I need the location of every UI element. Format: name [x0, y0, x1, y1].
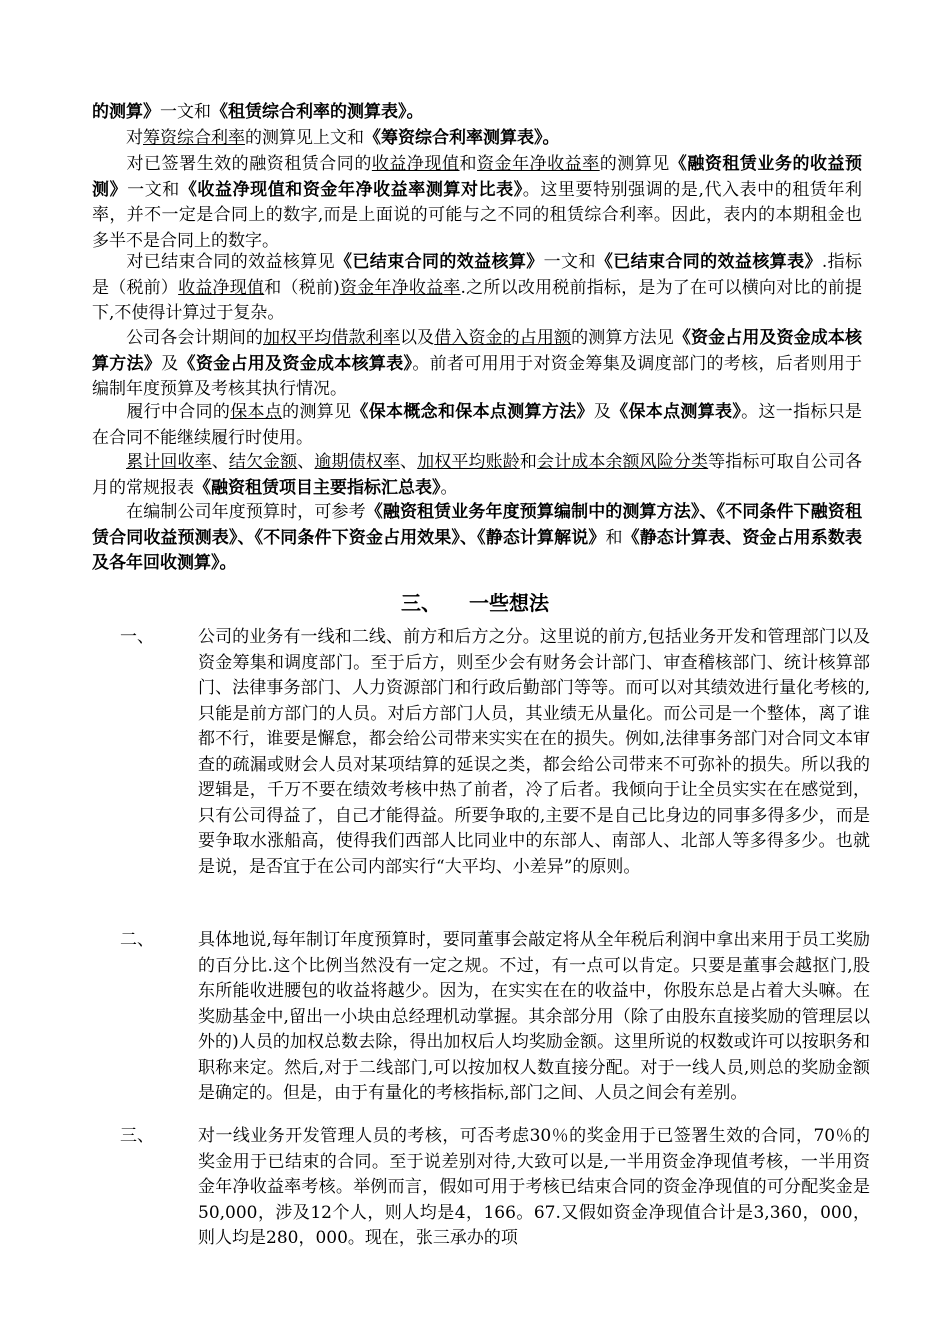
section-title: 一些想法: [469, 591, 549, 615]
paragraph-6: [92, 450, 862, 501]
text-run: 和: [459, 154, 478, 174]
term-underlined: 保本点: [230, 402, 283, 422]
paragraph-2: [92, 152, 862, 254]
doc-title-ref: 《静态计算表、资金占用系数表及各年回收测算》。: [92, 527, 863, 573]
list-item-marker: 二、: [120, 930, 154, 950]
term-underlined: 收益净现值: [178, 277, 265, 298]
doc-title-ref: 《收益净现值和资金年净收益率测算对比表》: [179, 179, 523, 200]
term-underlined: 收益净现值: [371, 154, 460, 174]
text-run: 和（税前): [264, 277, 340, 298]
text-run: 以及: [399, 328, 435, 348]
text-run: 对已签署生效的融资租赁合同的: [126, 154, 372, 174]
term-underlined: 借入资金的占用额: [434, 328, 572, 348]
text-run: 一文和: [543, 252, 596, 272]
text-run: 的测算见: [599, 154, 670, 174]
doc-title-ref: 《资金占用及资金成本核算方法》: [92, 328, 863, 374]
text-run: .之所以改用税前指标，是为了在可以横向对比的前提下,不使得计算过于复杂。: [92, 277, 863, 323]
text-run: 、: [297, 452, 315, 472]
text-run: 及: [593, 402, 612, 422]
paragraph-3: [92, 250, 862, 327]
doc-title-ref: 《已结束合同的效益核算》: [335, 252, 544, 272]
paragraph-7: [92, 500, 862, 577]
doc-title-ref: 《保本点测算表》: [611, 402, 742, 422]
doc-title-ref: 《筹资综合利率测算表》。: [364, 128, 560, 148]
text-run: 公司各会计期间的: [126, 328, 264, 348]
text-run: 。前者可用用于对资金筹集及调度部门的考核，后者则用于编制年度预算及考核其执行情况。: [92, 353, 863, 399]
text-run: 和: [605, 527, 623, 548]
doc-title-ref: 《资金占用及资金成本核算表》: [178, 353, 413, 374]
list-item-text: 具体地说,每年制订年度预算时，要同董事会敲定将从全年税后利润中拿出来用于员工奖励的百分比.这个比例当然没有一定之规。不过，有一点可以肯定。只要是董事会越抠门,股东所能收进腰包的收益将越少。因为，在实实在在的收益中，你股东总是占着大头嘛。在奖励基金中,留出一小块由总经理机动掌握。其余部分用（除了由股东直接奖励的管理层以外的)人员的加权总数去除，得出加权后人均奖励金额。这里所说的权数或许可以按职务和职称来定。然后,对于二线部门,可以按加权人数直接分配。对于一线人员,则总的奖励金额是确定的。但是，由于有量化的考核指标,部门之间、人员之间会有差别。: [198, 930, 870, 1103]
paragraph-4: [92, 326, 862, 403]
text-run: 的测算见: [282, 402, 352, 422]
list-item-marker: 一、: [120, 627, 154, 647]
text-run: 及: [161, 353, 179, 374]
text-run: .指标是（税前）: [92, 252, 863, 298]
term-underlined: 会计成本余额风险分类: [536, 452, 709, 472]
doc-title-ref: 《保本概念和保本点测算方法》: [351, 402, 594, 422]
list-item-marker: 三、: [120, 1126, 154, 1146]
term-underlined: 资金年净收益率: [477, 154, 600, 174]
text-run: 。这里要特别强调的是,代入表中的租赁年利率，并不一定是合同上的数字,而是上面说的可能与之不同的租赁综合利率。因此，表内的本期租金也多半不是合同上的数字。: [92, 179, 863, 251]
term-underlined: 加权平均借款利率: [263, 328, 400, 348]
term-underlined: 筹资综合利率: [143, 128, 245, 148]
term-underlined: 加权平均账龄: [417, 452, 520, 472]
doc-title-ref: 《融资租赁业务的收益预测》: [92, 154, 863, 200]
text-run: 和: [519, 452, 537, 472]
list-item-text: 对一线业务开发管理人员的考核，可否考虑30％的奖金用于已签署生效的合同，70％的奖金用于已结束的合同。至于说差别对待,大致可以是,一半用资金净现值考核，一半用资金年净收益率考核。举例而言，假如可用于考核已结束合同的资金净现值的可分配奖金是50,000，涉及12个人，则人均是4，166。67.又假如资金净现值合计是3,360，000，则人均是280，000。现在，张三承办的项: [198, 1126, 870, 1248]
doc-title-ref: 的测算》: [92, 102, 160, 122]
section-heading: [0, 587, 950, 616]
paragraph-5: [92, 400, 862, 451]
doc-title-ref: 《租赁综合利率的测算表》。: [211, 102, 424, 122]
term-underlined: 逾期债权率: [314, 452, 401, 472]
text-run: 、: [211, 452, 229, 472]
paragraph-0: [92, 100, 862, 126]
text-run: 。这一指标只是在合同不能继续履行时使用。: [92, 402, 863, 448]
section-number: 三、: [401, 591, 441, 615]
doc-title-ref: 《融资租赁项目主要指标汇总表》: [194, 477, 441, 498]
text-run: 等指标可取自公司各月的常规报表: [92, 452, 863, 498]
doc-title-ref: 《融资租赁业务年度预算编制中的测算方法》、《不同条件下融资租赁合同收益预测表》、《不同条件下资金占用效果》、《静态计算解说》: [92, 502, 863, 548]
text-run: 对已结束合同的效益核算见: [126, 252, 336, 272]
text-run: 在编制公司年度预算时，可参考: [126, 502, 366, 522]
term-underlined: 结欠金额: [228, 452, 298, 472]
text-run: 、: [400, 452, 418, 472]
term-underlined: 累计回收率: [126, 452, 212, 472]
doc-title-ref: 《已结束合同的效益核算表》: [595, 252, 822, 272]
term-underlined: 资金年净收益率: [339, 277, 461, 298]
text-run: 一文和: [127, 179, 180, 200]
text-run: 履行中合同的: [126, 402, 231, 422]
text-run: 对: [126, 128, 143, 148]
paragraph-1: [92, 126, 862, 152]
text-run: 一文和: [160, 102, 211, 122]
text-run: 。: [440, 477, 458, 498]
list-item-text: 公司的业务有一线和二线、前方和后方之分。这里说的前方,包括业务开发和管理部门以及资金筹集和调度部门。至于后方，则至少会有财务会计部门、审查稽核部门、统计核算部门、法律事务部门、人力资源部门和行政后勤部门等等。而可以对其绩效进行量化考核的,只能是前方部门的人员。对后方部门人员，其业绩无从量化。而公司是一个整体，离了谁都不行，谁要是懈怠，都会给公司带来实实在在的损失。例如,法律事务部门对合同文本审查的疏漏或财会人员对某项结算的延误之类，都会给公司带来不可弥补的损失。所以我的逻辑是，千万不要在绩效考核中热了前者，冷了后者。我倾向于让全员实实在在感觉到，只有公司得益了，自己才能得益。所要争取的,主要不是自己比身边的同事多得多少，而是要争取水涨船高，使得我们西部人比同业中的东部人、南部人、北部人等多得多少。也就是说，是否宜于在公司内部实行“大平均、小差异”的原则。: [198, 627, 870, 877]
text-run: 的测算方法见: [571, 328, 674, 348]
text-run: 的测算见上文和: [245, 128, 364, 148]
